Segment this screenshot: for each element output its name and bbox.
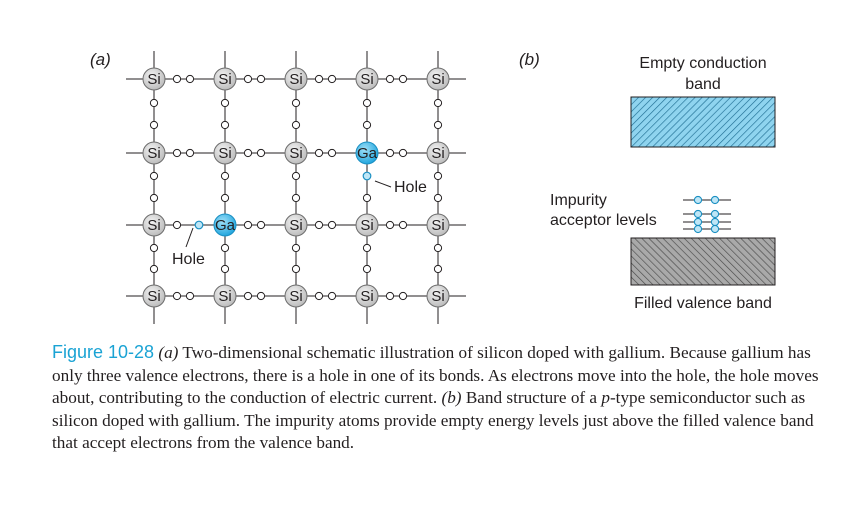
bond-electron: [150, 172, 157, 179]
bond-electron: [386, 149, 393, 156]
bond-electron: [257, 221, 264, 228]
acceptor-level-site: [694, 225, 701, 232]
bond-electron: [315, 221, 322, 228]
bond-electron: [434, 172, 441, 179]
hole-marker: [363, 172, 371, 180]
bond-electron: [257, 292, 264, 299]
bond-electron: [221, 121, 228, 128]
hole-pointer-lower: [186, 228, 193, 247]
bond-electron: [328, 221, 335, 228]
gallium-atom-label: Ga: [214, 217, 236, 234]
bond-electron: [150, 99, 157, 106]
acceptor-level-site: [711, 196, 718, 203]
bond-electron: [292, 99, 299, 106]
silicon-atom-label: Si: [147, 288, 161, 305]
bond-electron: [363, 194, 370, 201]
bond-electron: [221, 172, 228, 179]
bond-electron: [221, 244, 228, 251]
bond-electron: [328, 149, 335, 156]
silicon-atom-label: Si: [431, 288, 445, 305]
bond-electron: [221, 194, 228, 201]
caption-part-a-marker: (a): [158, 343, 179, 362]
bond-electron: [315, 149, 322, 156]
bond-electron: [150, 244, 157, 251]
caption-p-italic: p: [601, 388, 610, 408]
silicon-atom-label: Si: [431, 71, 445, 88]
silicon-atom-label: Si: [289, 217, 303, 234]
silicon-atom-label: Si: [289, 71, 303, 88]
bond-electron: [399, 75, 406, 82]
bond-electron: [434, 265, 441, 272]
bond-electron: [292, 121, 299, 128]
conduction-band: [631, 97, 775, 147]
caption-part-b-marker: (b): [441, 388, 462, 408]
silicon-atom-label: Si: [360, 288, 374, 305]
caption-text-2: Band structure of a: [461, 388, 602, 408]
acceptor-level-site: [711, 218, 718, 225]
bond-electron: [150, 121, 157, 128]
bond-electron: [221, 99, 228, 106]
gallium-atom-label: Ga: [356, 145, 378, 162]
figure-number: Figure 10-28: [52, 342, 155, 362]
bond-electron: [292, 265, 299, 272]
bond-electron: [173, 149, 180, 156]
silicon-atom-label: Si: [218, 71, 232, 88]
silicon-atom-label: Si: [147, 217, 161, 234]
figure-caption: [52, 341, 842, 455]
bond-electron: [173, 221, 180, 228]
silicon-atom-label: Si: [147, 145, 161, 162]
bond-electron: [244, 75, 251, 82]
acceptor-level-site: [694, 210, 701, 217]
bond-electron: [173, 75, 180, 82]
acceptor-level-site: [711, 210, 718, 217]
bond-electron: [292, 172, 299, 179]
caption-text-3: -type semiconductor such as silicon doped with gallium. The impurity atoms provide empty energy levels just above the filled valence band that accept electrons from the valence band.: [52, 388, 814, 453]
bond-electron: [399, 149, 406, 156]
hole-marker: [195, 221, 203, 229]
hole-label-lower: Hole: [172, 251, 205, 268]
bond-electron: [186, 149, 193, 156]
bond-electron: [399, 221, 406, 228]
bond-electron: [386, 221, 393, 228]
bond-electron: [315, 292, 322, 299]
bond-electron: [328, 292, 335, 299]
bond-electron: [434, 244, 441, 251]
silicon-atom-label: Si: [431, 217, 445, 234]
acceptor-level-site: [694, 218, 701, 225]
silicon-atom-label: Si: [431, 145, 445, 162]
bond-electron: [363, 99, 370, 106]
bond-electron: [434, 121, 441, 128]
panel-a-label: (a): [90, 50, 111, 69]
bond-electron: [328, 75, 335, 82]
bond-electron: [150, 265, 157, 272]
bond-electron: [434, 99, 441, 106]
bond-electron: [186, 75, 193, 82]
hole-label-upper: Hole: [394, 179, 427, 196]
bond-electron: [221, 265, 228, 272]
bond-electron: [399, 292, 406, 299]
bond-electron: [150, 194, 157, 201]
silicon-atom-label: Si: [218, 145, 232, 162]
valence-band: [631, 238, 775, 285]
bond-electron: [292, 194, 299, 201]
silicon-atom-label: Si: [289, 288, 303, 305]
silicon-atom-label: Si: [289, 145, 303, 162]
bond-electron: [186, 292, 193, 299]
silicon-atom-label: Si: [360, 217, 374, 234]
acceptor-level-site: [694, 196, 701, 203]
bond-electron: [257, 149, 264, 156]
bond-electron: [244, 221, 251, 228]
bond-electron: [434, 194, 441, 201]
hole-pointer-upper: [375, 181, 391, 187]
bond-electron: [292, 244, 299, 251]
bond-electron: [244, 292, 251, 299]
caption-text-1: Two-dimensional schematic illustration of silicon doped with gallium. Because gallium has only three valence electrons, there is a hole in one of its bonds. As electrons move into the hole, the hole moves about, contributing to the conduction of electric current.: [52, 343, 819, 408]
silicon-atom-label: Si: [360, 71, 374, 88]
bond-electron: [363, 121, 370, 128]
acceptor-levels: [683, 196, 731, 232]
bond-electron: [257, 75, 264, 82]
bond-electron: [244, 149, 251, 156]
bond-electron: [363, 265, 370, 272]
bond-electron: [386, 75, 393, 82]
bond-electron: [173, 292, 180, 299]
conduction-band-label-line1: Empty conduction: [639, 55, 767, 72]
acceptor-label-line2: acceptor levels: [550, 212, 657, 229]
acceptor-label-line1: Impurity: [550, 192, 607, 209]
bond-electron: [315, 75, 322, 82]
silicon-atom-label: Si: [147, 71, 161, 88]
silicon-atom-label: Si: [218, 288, 232, 305]
acceptor-level-site: [711, 225, 718, 232]
conduction-band-label-line2: band: [685, 76, 721, 93]
panel-b-label: (b): [519, 50, 540, 69]
bond-electron: [386, 292, 393, 299]
valence-band-label: Filled valence band: [634, 295, 772, 312]
bond-electron: [363, 244, 370, 251]
